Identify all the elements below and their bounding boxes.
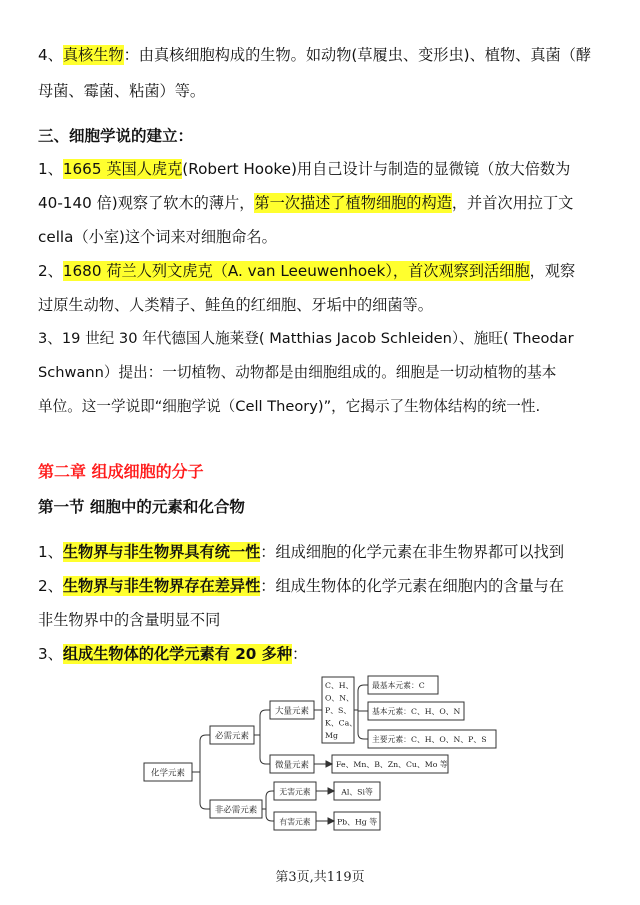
macro-element-row: Mg	[325, 731, 338, 740]
trace-label: 微量元素	[274, 760, 310, 771]
macro-element-row: C、H、	[325, 681, 354, 690]
hooke-text: (Robert Hooke)用自己设计与制造的显微镜（放大倍数为	[182, 160, 571, 178]
element-classification-diagram	[140, 675, 500, 835]
highlight-element-count: 组成生物体的化学元素有 20 多种	[62, 645, 293, 663]
main-label: 主要元素：C、H、O、N、P、S	[372, 735, 487, 744]
item-number: 4、	[38, 46, 63, 64]
harmless-list-label: Al、Si等	[341, 787, 373, 797]
basic-label: 基本元素：C、H、O、N	[372, 707, 461, 716]
hooke-line-3: cella（小室)这个词来对细胞命名。	[38, 228, 277, 246]
highlight-first-description: 第一次描述了植物细胞的构造	[254, 194, 452, 212]
item-number: 2、	[38, 577, 63, 595]
item-number: 1、	[38, 543, 63, 561]
schleiden-line-3: 单位。这一学说即“细胞学说（Cell Theory)”，它揭示了生物体结构的统一性.	[38, 398, 541, 415]
section-1-title: 第一节 细胞中的元素和化合物	[38, 498, 245, 516]
point-2-line-1	[38, 575, 564, 597]
highlight-eukaryote: 真核生物	[62, 46, 124, 64]
point-2-text: ：组成生物体的化学元素在细胞内的含量与在	[260, 577, 565, 595]
eukaryote-line-1	[38, 44, 591, 66]
hooke-line-1	[38, 158, 570, 180]
item-number: 1、	[38, 160, 63, 178]
point-3	[38, 643, 307, 665]
highlight-leeuwenhoek: 1680 荷兰人列文虎克（A. van Leeuwenhoek），首次观察到活细胞	[62, 262, 530, 280]
leeuwenhoek-line-2: 过原生动物、人类精子、鲑鱼的红细胞、牙垢中的细菌等。	[38, 296, 433, 314]
schleiden-line-2: Schwann）提出：一切植物、动物都是由细胞组成的。细胞是一切动植物的基本	[38, 364, 557, 381]
nonessential-label: 非必需元素	[214, 805, 258, 816]
point-1-text: ：组成细胞的化学元素在非生物界都可以找到	[260, 543, 565, 561]
harmful-label: 有害元素	[279, 817, 311, 827]
point-1	[38, 541, 564, 563]
eukaryote-line-2: 母菌、霉菌、粘菌）等。	[38, 82, 206, 100]
macro-label: 大量元素	[274, 706, 310, 717]
trace-list-label: Fe、Mn、B、Zn、Cu、Mo 等	[336, 760, 448, 769]
hooke-line-2	[38, 192, 573, 214]
harmless-label: 无害元素	[279, 787, 311, 797]
highlight-difference: 生物界与非生物界存在差异性	[62, 577, 261, 595]
hooke-text: ，并首次用拉丁文	[451, 194, 574, 212]
schleiden-line-1: 3、19 世纪 30 年代德国人施莱登( Matthias Jacob Schleiden）、施旺( Theodar	[38, 330, 574, 347]
chapter-2-title: 第二章 组成细胞的分子	[38, 462, 204, 481]
section-3-title: 三、细胞学说的建立：	[38, 127, 194, 145]
page-footer: 第3页,共119页	[275, 870, 365, 885]
item-number: 3、	[38, 645, 63, 663]
macro-element-row: P、S、	[325, 706, 352, 715]
item-number: 2、	[38, 262, 63, 280]
highlight-unity: 生物界与非生物界具有统一性	[62, 543, 261, 561]
root-label: 化学元素	[150, 768, 186, 779]
point-3-text: ：	[292, 645, 308, 663]
macro-element-row: K、Ca、	[325, 718, 358, 728]
essential-label: 必需元素	[214, 731, 250, 742]
highlight-hooke: 1665 英国人虎克	[62, 160, 183, 178]
leeuwenhoek-text: ，观察	[529, 262, 576, 280]
harmful-list-label: Pb、Hg 等	[336, 817, 378, 827]
eukaryote-definition: ：由真核细胞构成的生物。如动物(草履虫、变形虫)、植物、真菌（酵	[123, 46, 592, 64]
point-2-line-2: 非生物界中的含量明显不同	[38, 611, 221, 629]
leeuwenhoek-line-1	[38, 260, 575, 282]
macro-element-row: O、N、	[325, 693, 354, 703]
most-basic-label: 最基本元素：C	[372, 681, 425, 690]
hooke-text: 40-140 倍)观察了软木的薄片，	[38, 194, 255, 212]
